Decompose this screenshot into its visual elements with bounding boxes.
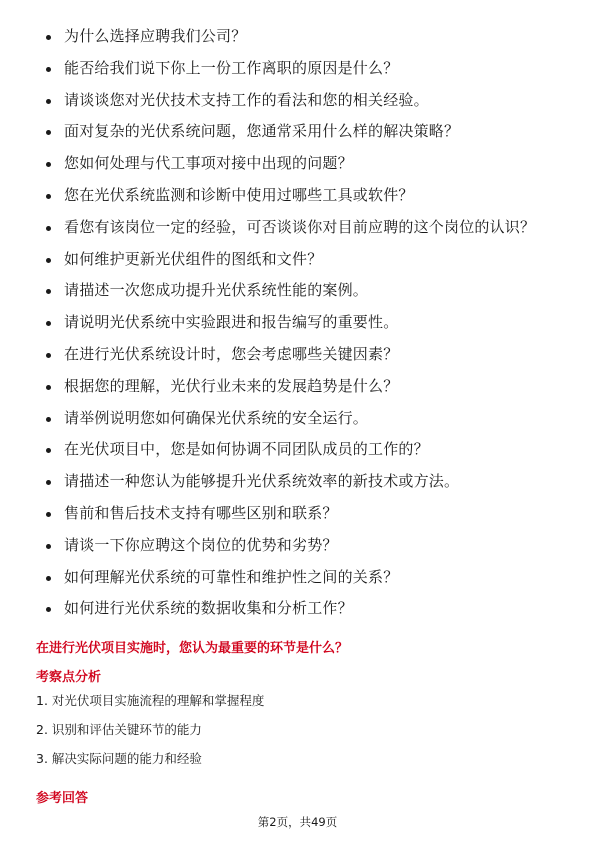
- list-item: [46, 57, 556, 80]
- question-text: 请描述一次您成功提升光伏系统性能的案例。: [64, 281, 369, 300]
- question-text: 售前和售后技术支持有哪些区别和联系？: [64, 503, 338, 522]
- question-text: 如何进行光伏系统的数据收集和分析工作？: [64, 599, 353, 618]
- question-text: 在光伏项目中，您是如何协调不同团队成员的工作的？: [64, 440, 429, 459]
- list-item: [46, 279, 556, 302]
- bullet-dot-icon: [46, 353, 51, 358]
- bullet-dot-icon: [46, 512, 51, 517]
- question-text: 如何理解光伏系统的可靠性和维护性之间的关系？: [64, 567, 399, 586]
- bullet-dot-icon: [46, 385, 51, 390]
- question-text: 请描述一种您认为能够提升光伏系统效率的新技术或方法。: [64, 472, 460, 491]
- bullet-dot-icon: [46, 607, 51, 612]
- question-text: 面对复杂的光伏系统问题，您通常采用什么样的解决策略？: [64, 122, 460, 141]
- list-item: [46, 407, 556, 430]
- answer-label: 参考回答: [36, 791, 89, 806]
- list-item: [46, 597, 556, 620]
- question-list: [46, 25, 556, 629]
- list-item: [46, 566, 556, 589]
- question-text: 能否给我们说下你上一份工作离职的原因是什么？: [64, 58, 399, 77]
- question-text: 如何维护更新光伏组件的图纸和文件？: [64, 249, 323, 268]
- question-text: 为什么选择应聘我们公司？: [64, 27, 247, 45]
- question-text: 请谈一下你应聘这个岗位的优势和劣势？: [64, 535, 338, 554]
- list-item: [46, 343, 556, 366]
- bullet-dot-icon: [46, 417, 51, 422]
- bullet-dot-icon: [46, 194, 51, 199]
- bullet-dot-icon: [46, 130, 51, 135]
- analysis-label: 考察点分析: [36, 670, 102, 685]
- list-item: [46, 25, 556, 48]
- list-item: [46, 184, 556, 207]
- list-item: [46, 375, 556, 398]
- list-item: [46, 470, 556, 493]
- question-text: 请举例说明您如何确保光伏系统的安全运行。: [64, 408, 369, 427]
- analysis-point: 3. 解决实际问题的能力和经验: [36, 751, 202, 766]
- question-text: 看您有该岗位一定的经验，可否谈谈你对目前应聘的这个岗位的认识？: [64, 217, 536, 236]
- question-text: 根据您的理解，光伏行业未来的发展趋势是什么？: [64, 376, 399, 395]
- question-text: 您如何处理与代工事项对接中出现的问题？: [64, 154, 353, 173]
- analysis-point: 1. 对光伏项目实施流程的理解和掌握程度: [36, 693, 265, 708]
- featured-question-heading: 在进行光伏项目实施时，您认为最重要的环节是什么？: [36, 641, 349, 656]
- bullet-dot-icon: [46, 289, 51, 294]
- list-item: [46, 534, 556, 557]
- bullet-dot-icon: [46, 67, 51, 72]
- bullet-dot-icon: [46, 480, 51, 485]
- list-item: [46, 216, 556, 239]
- list-item: [46, 248, 556, 271]
- question-text: 请谈谈您对光伏技术支持工作的看法和您的相关经验。: [64, 90, 429, 109]
- list-item: [46, 311, 556, 334]
- bullet-dot-icon: [46, 162, 51, 167]
- bullet-dot-icon: [46, 576, 51, 581]
- question-text: 在进行光伏系统设计时，您会考虑哪些关键因素？: [64, 344, 399, 363]
- bullet-dot-icon: [46, 35, 51, 40]
- question-text: 请说明光伏系统中实验跟进和报告编写的重要性。: [64, 313, 399, 332]
- list-item: [46, 120, 556, 143]
- list-item: [46, 89, 556, 112]
- bullet-dot-icon: [46, 321, 51, 326]
- bullet-dot-icon: [46, 258, 51, 263]
- list-item: [46, 438, 556, 461]
- bullet-dot-icon: [46, 226, 51, 231]
- bullet-dot-icon: [46, 544, 51, 549]
- analysis-point-list: [36, 692, 264, 779]
- page-number: 第2页，共49页: [257, 815, 338, 829]
- bullet-dot-icon: [46, 448, 51, 453]
- question-text: 您在光伏系统监测和诊断中使用过哪些工具或软件？: [64, 185, 414, 204]
- list-item: [46, 502, 556, 525]
- list-item: [46, 152, 556, 175]
- analysis-point: 2. 识别和评估关键环节的能力: [36, 722, 202, 737]
- bullet-dot-icon: [46, 99, 51, 104]
